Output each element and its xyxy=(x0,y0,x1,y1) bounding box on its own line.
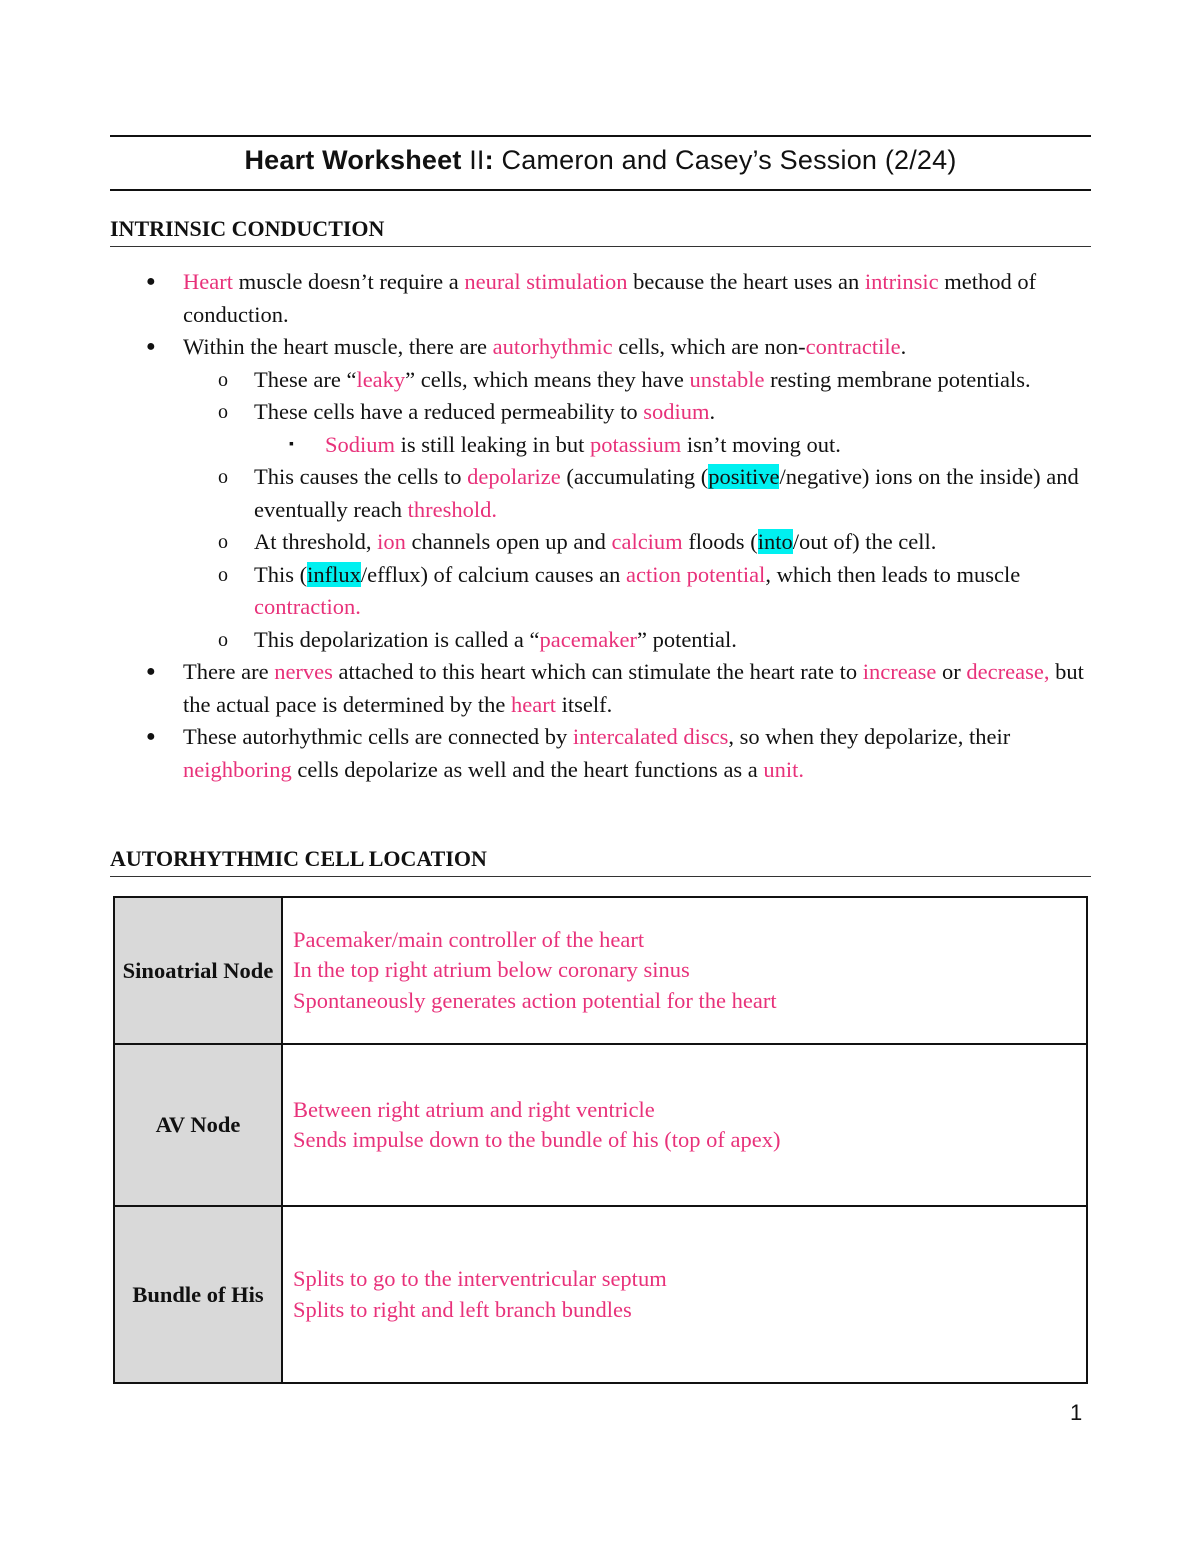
bullet: ▪ xyxy=(289,436,294,452)
intrinsic-list xyxy=(110,266,1100,786)
answer-text: calcium xyxy=(611,529,683,554)
text: /efflux) of calcium causes an xyxy=(360,561,626,587)
text: because the heart uses an xyxy=(627,269,865,294)
list-item xyxy=(110,364,1100,397)
bullet: o xyxy=(218,531,228,553)
row-label: Bundle of His xyxy=(114,1206,282,1383)
row-description xyxy=(282,1206,1087,1383)
list-item xyxy=(110,624,1100,657)
bullet: ● xyxy=(146,273,156,290)
list-item xyxy=(110,526,1100,559)
table-row xyxy=(114,897,1087,1044)
description-line: In the top right atrium below coronary sinus xyxy=(293,957,690,983)
list-item xyxy=(110,559,1100,624)
text: /negative) ions on the inside) and eventually reach xyxy=(254,464,1079,522)
text: There are xyxy=(183,659,275,684)
answer-text: potassium xyxy=(590,431,682,457)
text: method of conduction. xyxy=(183,269,1037,327)
text: ” potential. xyxy=(636,626,737,652)
text: but the actual pace is determined by the xyxy=(183,659,1084,717)
text: cells depolarize as well and the heart functions as a xyxy=(291,756,764,782)
text: itself. xyxy=(555,691,613,717)
answer-text: sodium xyxy=(643,399,710,424)
answer-text: contraction. xyxy=(254,594,361,619)
bullet: o xyxy=(218,628,228,651)
bullet: o xyxy=(218,563,228,586)
list-item xyxy=(110,331,1100,364)
text: , so when they depolarize, their xyxy=(728,724,1011,749)
section-heading-intrinsic: INTRINSIC CONDUCTION xyxy=(110,216,1091,247)
answer-text: unstable xyxy=(689,366,765,392)
row-label: AV Node xyxy=(114,1044,282,1206)
table-row xyxy=(114,1044,1087,1206)
answer-text: neighboring xyxy=(183,756,292,782)
page-number: 1 xyxy=(1070,1400,1083,1425)
text: This ( xyxy=(254,561,308,587)
description-line: Between right atrium and right ventricle xyxy=(293,1096,655,1122)
row-label: Sinoatrial Node xyxy=(114,897,282,1044)
list-item xyxy=(110,396,1100,429)
answer-text: action potential xyxy=(625,561,766,587)
bullet: o xyxy=(218,368,228,391)
answer-text: Sodium xyxy=(325,431,396,457)
answer-text: nerves xyxy=(274,659,333,684)
answer-text: contractile xyxy=(805,334,901,359)
text: Within the heart muscle, there are xyxy=(183,334,493,359)
highlighted-answer: into xyxy=(757,529,793,554)
description-line: Sends impulse down to the bundle of his (top of apex) xyxy=(293,1127,781,1152)
text: ” cells, which means they have xyxy=(405,366,690,392)
list-item xyxy=(110,266,1100,331)
bullet: ● xyxy=(146,663,156,680)
list-item xyxy=(110,461,1100,526)
bullet: ● xyxy=(146,728,156,745)
answer-text: intercalated discs xyxy=(572,724,729,749)
answer-text: pacemaker xyxy=(539,626,637,652)
answer-text: decrease, xyxy=(966,659,1050,684)
list-item xyxy=(110,656,1100,721)
description-line: Pacemaker/main controller of the heart xyxy=(293,926,645,952)
answer-text: autorhythmic xyxy=(492,334,613,359)
answer-text: Heart xyxy=(183,269,233,294)
text: This causes the cells to xyxy=(254,464,468,489)
text: or xyxy=(936,659,967,684)
page-title xyxy=(110,145,1091,176)
title-colon: : xyxy=(484,145,494,175)
answer-text: neural stimulation xyxy=(464,269,628,294)
text: These autorhythmic cells are connected by xyxy=(183,724,573,749)
text: , which then leads to muscle xyxy=(765,561,1021,587)
text: (accumulating ( xyxy=(560,464,709,489)
list-item xyxy=(110,429,1100,462)
answer-text: threshold. xyxy=(407,496,498,522)
table-row xyxy=(114,1206,1087,1383)
cell-location-table xyxy=(113,896,1088,1384)
answer-text: intrinsic xyxy=(864,269,939,294)
section-heading-location: AUTORHYTHMIC CELL LOCATION xyxy=(110,846,1091,877)
text: attached to this heart which can stimulate the heart rate to xyxy=(332,659,863,684)
description-line: Splits to go to the interventricular septum xyxy=(293,1266,667,1291)
highlighted-answer: influx xyxy=(307,561,361,587)
text: These cells have a reduced permeability to xyxy=(254,399,644,424)
answer-text: leaky xyxy=(356,366,406,392)
answer-text: ion xyxy=(377,529,406,554)
description-line: Splits to right and left branch bundles xyxy=(293,1296,632,1322)
bullet: ● xyxy=(146,338,156,355)
title-block xyxy=(110,135,1091,191)
text: is still leaking in but xyxy=(395,431,591,457)
text: resting membrane potentials. xyxy=(764,366,1031,392)
text: This depolarization is called a “ xyxy=(254,626,540,652)
answer-text: increase xyxy=(862,659,937,684)
bullet: o xyxy=(218,466,228,488)
text: isn’t moving out. xyxy=(681,431,841,457)
text: . xyxy=(709,399,716,424)
answer-text: unit. xyxy=(763,756,805,782)
text: . xyxy=(900,334,907,359)
title-roman: II xyxy=(461,145,485,175)
list-item xyxy=(110,721,1100,786)
description-line: Spontaneously generates action potential for the heart xyxy=(293,987,777,1013)
title-bold: Heart Worksheet xyxy=(244,145,462,175)
answer-text: depolarize xyxy=(467,464,561,489)
row-description xyxy=(282,1044,1087,1206)
row-description xyxy=(282,897,1087,1044)
bullet: o xyxy=(218,401,228,423)
text: muscle doesn’t require a xyxy=(232,269,465,294)
text: floods ( xyxy=(682,529,758,554)
answer-text: heart xyxy=(511,691,556,717)
text: At threshold, xyxy=(254,529,378,554)
text: channels open up and xyxy=(405,529,612,554)
highlighted-answer: positive xyxy=(708,464,780,489)
text: /out of) the cell. xyxy=(792,529,937,554)
text: cells, which are non- xyxy=(612,334,806,359)
text: These are “ xyxy=(254,366,357,392)
title-rest: Cameron and Casey’s Session (2/24) xyxy=(493,145,957,175)
